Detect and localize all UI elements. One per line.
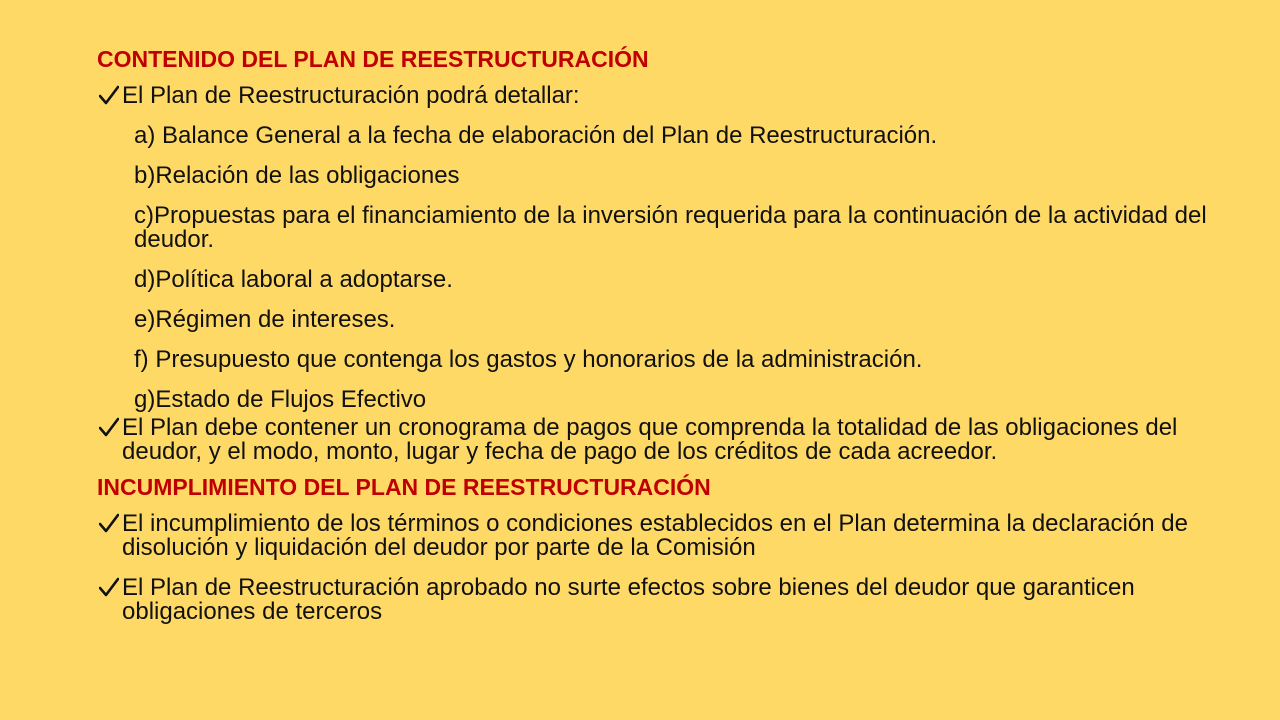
effects-text: El Plan de Reestructuración aprobado no surte efectos sobre bienes del deudor que garanticen obligaciones de terceros — [122, 574, 1135, 625]
schedule-bullet — [97, 416, 1207, 464]
checkmark-icon — [99, 576, 119, 600]
list-item-d: d)Política laboral a adoptarse. — [134, 266, 453, 293]
breach-bullet — [97, 512, 1207, 560]
section-heading-contenido: CONTENIDO DEL PLAN DE REESTRUCTURACIÓN — [97, 46, 649, 72]
breach-text: El incumplimiento de los términos o condiciones establecidos en el Plan determina la declaración de disolución y liquidación del deudor por parte de la Comisión — [122, 510, 1188, 561]
list-item-g: g)Estado de Flujos Efectivo — [134, 386, 427, 413]
section-heading-incumplimiento: INCUMPLIMIENTO DEL PLAN DE REESTRUCTURACIÓN — [97, 474, 711, 500]
schedule-text: El Plan debe contener un cronograma de pagos que comprenda la totalidad de las obligaciones del deudor, y el modo, monto, lugar y fecha de pago de los créditos de cada acreedor. — [122, 414, 1178, 465]
intro-text: El Plan de Reestructuración podrá detallar: — [122, 82, 580, 109]
slide-content — [97, 44, 1207, 624]
effects-bullet — [97, 576, 1207, 624]
list-item-e: e)Régimen de intereses. — [134, 306, 396, 333]
list-item-b: b)Relación de las obligaciones — [134, 162, 460, 189]
list-item-a: a) Balance General a la fecha de elaboración del Plan de Reestructuración. — [134, 122, 938, 149]
intro-bullet — [97, 84, 1207, 108]
list-item-f: f) Presupuesto que contenga los gastos y honorarios de la administración. — [134, 346, 923, 373]
checkmark-icon — [99, 512, 119, 536]
checkmark-icon — [99, 416, 119, 440]
list-item-c: c)Propuestas para el financiamiento de la inversión requerida para la continuación de la actividad del deudor. — [134, 202, 1207, 253]
checkmark-icon — [99, 84, 119, 108]
